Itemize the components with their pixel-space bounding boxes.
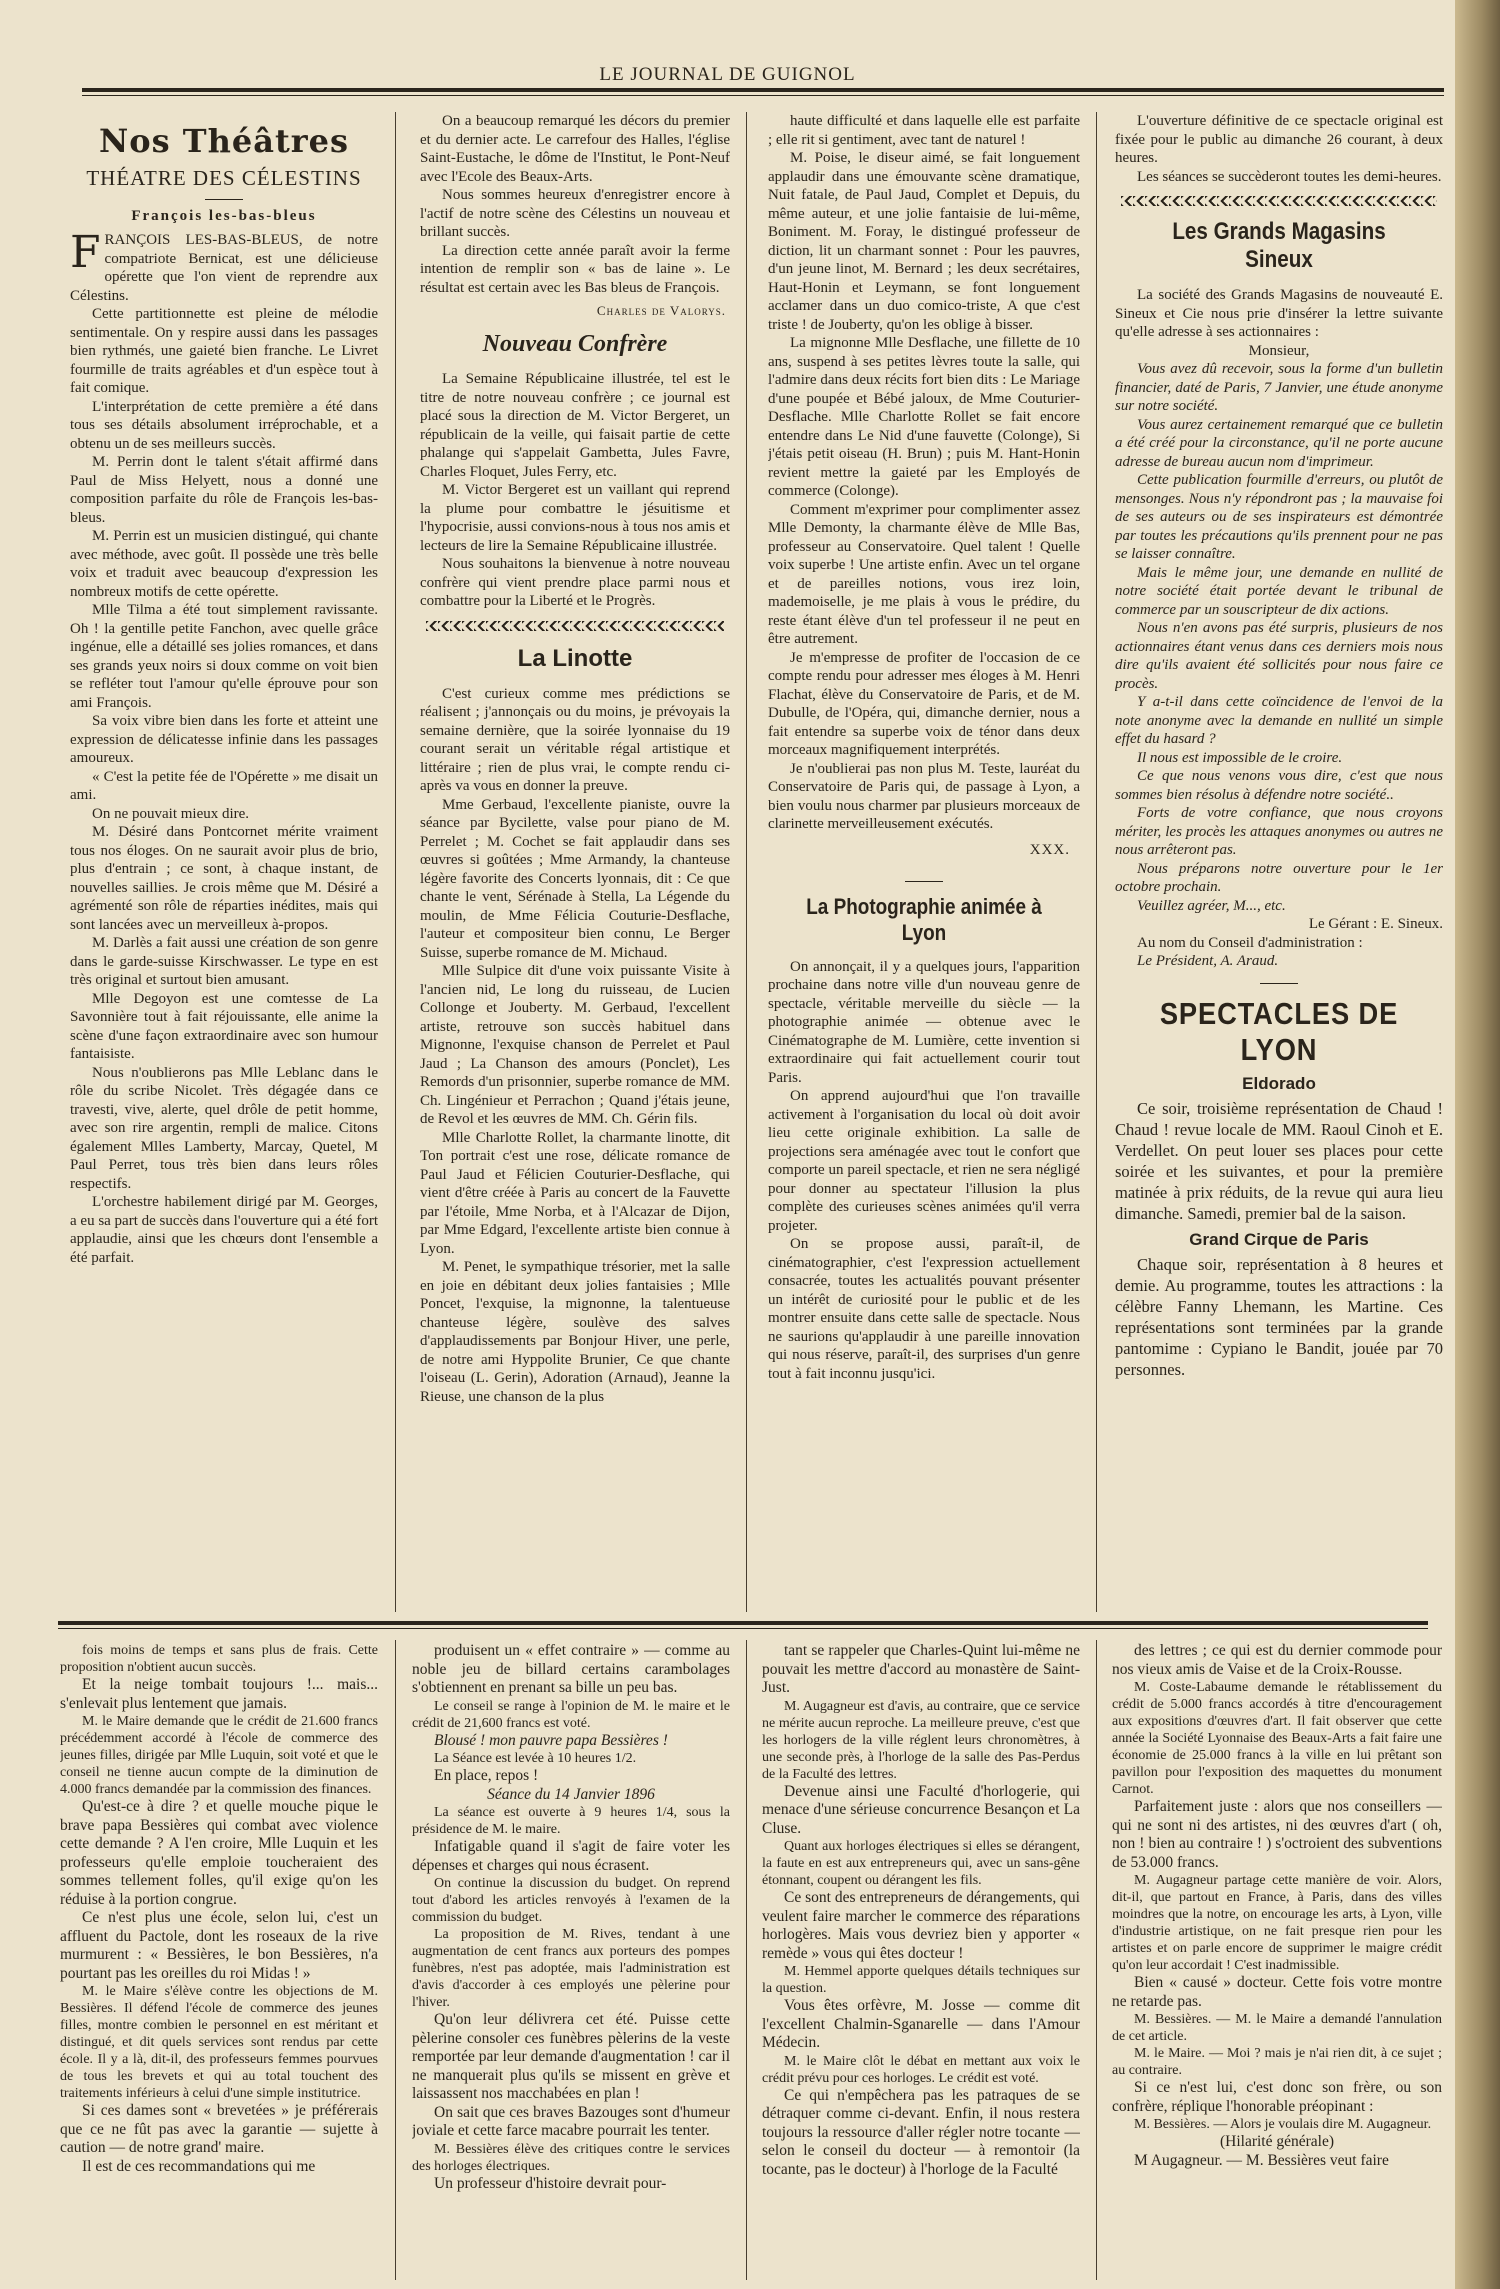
signature: Charles de Valorys. — [596, 303, 726, 318]
letter-paragraph: Mais le même jour, une demande en nullité de notre société était portée devant le tribunal de commerce par un souscripteur de dix actions. — [1115, 564, 1443, 618]
header-rule-thick — [82, 88, 1444, 92]
session-heading: Séance du 14 Janvier 1896 — [487, 1785, 655, 1803]
article-paragraph: Mlle Charlotte Rollet, la charmante linotte, dit Ton portrait c'est une rose, délicate romance de Paul Jaud et Félicien Couturier-Desflache, qui vient d'être créée à Paris au concert de la Fauvette par l'étoile, Mme Norba, et à l'Alcazar de Dijon, par Mme Edgard, l'excellente artiste bien connue à Lyon. — [420, 1129, 730, 1257]
article-paragraph: L'ouverture définitive de ce spectacle original est fixée pour le public au dimanche 26 courant, à deux heures. — [1115, 113, 1443, 166]
play-title: François les-bas-bleus — [131, 208, 317, 224]
report-paragraph: Devenue ainsi une Faculté d'horlogerie, qui menace d'une sérieuse concurrence Besançon et La Cluse. — [762, 1782, 1080, 1837]
article-paragraph: M. Poise, le diseur aimé, se fait longuement applaudir dans une émouvante scène dramatique, Nuit fatale, de Paul Jaud, Complet et Depuis, du même auteur, et une jolie fantaisie de lui-même, Boniment. M. Foray, le distingué professeur de diction, lit un charmant sonnet : Pour les pauvres, d'un jeune linot, M. Bernard ; les deux secrétaires, Haut-Honin et Leymann, se font longuement acclamer dans un duo comico-triste, A que c'est triste ! de Jouberty, qu'on les oblige à bisser. — [768, 150, 1080, 333]
drop-cap: F — [70, 227, 101, 278]
letter-paragraph: Nous préparons notre ouverture pour le 1er octobre prochain. — [1115, 860, 1443, 895]
article-paragraph: L'interprétation de cette première a été dans tous ses détails absolument irréprochable, et a obtenu un de ses meilleurs succès. — [70, 398, 378, 452]
report-paragraph: Ce sont des entrepreneurs de dérangements, qui veulent faire marcher le commerce des réparations horlogères. Mais vous devriez bien y apporter « remède » vous qui êtes docteur ! — [762, 1889, 1080, 1962]
article-paragraph: L'orchestre habilement dirigé par M. Georges, a eu sa part de succès dans l'ouverture qui a été fort applaudie, ainsi que les chœurs dont l'ensemble a été parfait. — [70, 1194, 378, 1266]
report-paragraph: Ce n'est plus une école, selon lui, c'est un affluent du Pactole, dont les roseaux de la rive murmurent : « Bessières, le bon Bessières, n'a pourtant pas les oreilles du roi Midas ! » — [60, 1909, 378, 1982]
letter-paragraph: Cette publication fourmille d'erreurs, ou plutôt de mensonges. Nous n'y répondront pas ; la mauvaise foi de ses auteurs ou de ses inspirateurs est démontrée par toutes les précautions qu'ils prennent pour ne pas se laisser connaître. — [1115, 472, 1443, 562]
report-paragraph: Bien « causé » docteur. Cette fois votre montre ne retarde pas. — [1112, 1974, 1442, 2010]
article-paragraph: haute difficulté et dans laquelle elle est parfaite ; elle rit si gentiment, avec tant de naturel ! — [768, 113, 1080, 148]
article-paragraph: On annonçait, il y a quelques jours, l'apparition prochaine dans notre ville d'un nouveau genre de spectacle, véritable merveille du siècle — la photographie animée — obtenue avec le Cinématographe de M. Lumière, cette invention si extraordinaire qui fait actuellement courir tout Paris. — [768, 958, 1080, 1086]
article-paragraph: Cette partitionnette est pleine de mélodie sentimentale. On y respire aussi dans les passages bien rythmés, une gaieté bien franche. Le Livret fourmille de traits agréables et d'un espèce tout à fait comique. — [70, 306, 378, 396]
article-paragraph: C'est curieux comme mes prédictions se réalisent ; j'annonçais ou du moins, je prévoyais la semaine dernière, que la soirée lyonnaise du 19 courant serait un véritable régal artistique et littéraire ; rien de plus vrai, le compte rendu ci-après va vous en donner la preuve. — [420, 685, 730, 794]
column-1 — [70, 108, 378, 1613]
article-paragraph: Mme Gerbaud, l'excellente pianiste, ouvre la séance par Bycilette, valse pour piano de M. Perrelet ; M. Cochet se fait applaudir dans ses œuvres si goûtées ; Mme Armandy, la chanteuse légère favorite des Concerts lyonnais, dit : Ce que chante le vent, Sérénade à Stella, La Légende du moulin, de Mme Félicia Couturie-Desflache, l'auteur et compositeur bien connu, Le Berger Suisse, superbe romance de M. Michaud. — [420, 796, 730, 961]
report-paragraph: Quant aux horloges électriques si elles se dérangent, la faute en est aux entrepreneurs qui, avec un sans-gêne étonnant, coupent ou dérangent les fils. — [762, 1839, 1080, 1888]
confrere-title: Nouveau Confrère — [482, 331, 668, 357]
article-paragraph: Comment m'exprimer pour complimenter assez Mlle Demonty, la charmante élève de Mlle Bas, professeur au Conservatoire. Quel talent ! Quelle voix superbe ! Une artiste enfin. Avec un tel organe et de pareilles notions, vous irez loin, mademoiselle, je me plais à vous le prédire, du reste étant élève d'un tel professeur il ne peut en être autrement. — [768, 501, 1080, 647]
report-paragraph: M. le Maire demande que le crédit de 21.600 francs précédemment accordé à l'école de commerce des jeunes filles, dirigée par Mlle Luquin, soit voté et que le conseil ne tienne aucun compte de la diminution de 4.000 francs demandée par la commission des finances. — [60, 1714, 378, 1797]
letter-paragraph: Vous aurez certainement remarqué que ce bulletin a été créé pour la circonstance, qu'il ne porte aucune adresse de bureau aucun nom d'imprimeur. — [1115, 416, 1443, 470]
report-paragraph: M Augagneur. — M. Bessières veut faire — [1134, 2151, 1389, 2169]
report-paragraph: Si ce n'est lui, c'est donc son frère, ou son confrère, réplique l'honorable préopinant : — [1112, 2079, 1442, 2115]
report-paragraph: M. le Maire s'élève contre les objections de M. Bessières. Il défend l'école de commerce des jeunes filles, montre combien le personnel en est méritant et distingué, et dit quels services sont rendus par cette école. Il y a là, dit-il, des professeurs femmes pourvues de tous les brevets et qui au total touchent des traitements inférieurs à celui d'une simple institutrice. — [60, 1984, 378, 2101]
article-paragraph: M. Perrin dont le talent s'était affirmé dans Paul de Miss Helyett, nous a donné une composition parfaite du rôle de François les-bas-bleus. — [70, 454, 378, 526]
report-paragraph: On sait que ces braves Bazouges sont d'humeur joviale et cette farce macabre pourrait les tenter. — [412, 2103, 730, 2139]
report-paragraph: Et la neige tombait toujours !... mais... s'enlevait plus lentement que jamais. — [60, 1676, 378, 1712]
article-paragraph: « C'est la petite fée de l'Opérette » me disait un ami. — [70, 768, 378, 803]
letter-president: Le Président, A. Araud. — [1137, 953, 1279, 969]
report-paragraph: M. Bessières. — Alors je voulais dire M. Augagneur. — [1134, 2117, 1432, 2132]
divider — [905, 881, 943, 882]
report-paragraph: M. le Maire. — Moi ? mais je n'ai rien dit, à ce sujet ; au contraire. — [1112, 2046, 1442, 2078]
venue-text: Ce soir, troisième représentation de Chaud ! Chaud ! revue locale de MM. Raoul Cinoh et E. Verdellet. On peut louer ses places pour cette soirée et les suivantes, et pour la première matinée à prix réduits, de la revue qui aura lieu dimanche. Samedi, premier bal de la saison. — [1115, 1098, 1443, 1223]
section-rule-thin — [58, 1628, 1428, 1629]
venue-eldorado: Eldorado — [1242, 1073, 1316, 1093]
column-4 — [1115, 112, 1443, 1612]
article-paragraph: Mlle Degoyon est une comtesse de La Savonnière tout à fait réjouissante, elle anime la scène d'une façon extraordinaire avec son humour fantaisiste. — [70, 990, 378, 1062]
letter-gerant: Le Gérant : E. Sineux. — [1308, 916, 1443, 932]
article-paragraph: Mlle Tilma a été tout simplement ravissante. Oh ! la gentille petite Fanchon, avec quelle grâce ingénue, elle a détaillé ses jolies romances, et dans ses grands yeux noirs si doux comme on voit bien se refléter tout l'amour qu'elle éprouve pour son ami François. — [70, 602, 378, 711]
header-rule-thin — [82, 95, 1444, 96]
column-rule — [395, 1640, 396, 2280]
divider — [205, 199, 243, 200]
report-paragraph: Le conseil se range à l'opinion de M. le maire et le crédit de 21,600 francs est voté. — [412, 1698, 730, 1731]
column-rule — [746, 1640, 747, 2280]
book-spine — [1455, 0, 1500, 2289]
report-paragraph: La proposition de M. Rives, tendant à une augmentation de cent francs aux porteurs des pompes funèbres, n'est pas adoptée, mais l'administration est d'avis d'accorder à ces employés une pèlerine pour l'hiver. — [412, 1927, 730, 2010]
report-paragraph: Parfaitement juste : alors que nos conseillers — qui ne sont ni des artistes, ni des œuvres d'art ( oh, non ! bien au contraire ! ) s'octroient des subventions de 53.000 francs. — [1112, 1798, 1442, 1871]
article-paragraph: On apprend aujourd'hui que l'on travaille activement à l'organisation du local où doit avoir lieu cette originale exhibition. La salle de projections sera aménagée avec tout le confort que comporte un pareil spectacle, et rien ne sera négligé pour donner au spectateur l'illusion la plus complète des curieuses scènes animées qu'il verra projeter. — [768, 1088, 1080, 1234]
report-paragraph: des lettres ; ce qui est du dernier commode pour nos vieux amis de Vaise et de la Croix-Rousse. — [1112, 1642, 1442, 1678]
column-rule — [746, 112, 747, 1612]
linotte-title: La Linotte — [517, 644, 633, 672]
report-paragraph: M. Bessières. — M. le Maire a demandé l'annulation de cet article. — [1112, 2012, 1442, 2044]
report-paragraph: On continue la discussion du budget. On reprend tout d'abord les articles renvoyés à l'examen de la commission du budget. — [412, 1876, 730, 1925]
theatre-title: THÉATRE DES CÉLESTINS — [86, 166, 362, 190]
article-paragraph: Nous souhaitons la bienvenue à notre nouveau confrère qui vient prendre place parmi nous et combattre pour la Liberté et le Progrès. — [420, 556, 730, 609]
report-paragraph: (Hilarité générale) — [1219, 2133, 1335, 2150]
letter-paragraph: Vous avez dû recevoir, sous la forme d'un bulletin financier, daté de Paris, 7 Janvier, une étude anonyme sur notre société. — [1115, 361, 1443, 414]
article-paragraph: On se propose aussi, paraît-il, de cinématographier, c'est l'expression actuellement consacrée, toutes les actualités pouvant présenter un intérêt de curiosité pour le public et de les montrer ensuite dans cette salle de spectacle. Nous ne saurions qu'applaudir à une pareille innovation qui nous réserve, paraît-il, des surprises d'un genre tout à fait inconnu jusqu'ici. — [768, 1236, 1080, 1382]
photo-title: La Photographie animée à Lyon — [806, 893, 1042, 945]
section-title: Nos Théâtres — [99, 122, 349, 160]
article-paragraph: On a beaucoup remarqué les décors du premier et du dernier acte. Le carrefour des Halles, l'église Saint-Eustache, le dôme de l'Institut, le Pont-Neuf avec l'Ecole des Beaux-Arts. — [420, 113, 730, 185]
report-paragraph: Vous êtes orfèvre, M. Josse — comme dit l'excellent Chalmin-Sganarelle — dans l'Amour Médecin. — [762, 1997, 1080, 2051]
report-paragraph: Qu'on leur délivrera cet été. Puisse cette pèlerine consoler ces funèbres pèlerins de la veste remportée par leur demande d'augmentation ! car il ne manquerait plus qu'ils se missent en grève et laissassent nos macchabées en plan ! — [412, 2011, 730, 2102]
signature: XXX. — [1029, 841, 1070, 858]
article-paragraph: La société des Grands Magasins de nouveauté E. Sineux et Cie nous prie d'insérer la lettre suivante qu'elle adresse à ses actionnaires : — [1115, 287, 1443, 340]
journal-header: LE JOURNAL DE GUIGNOL — [599, 64, 856, 85]
article-paragraph: M. Désiré dans Pontcornet mérite vraiment tous nos éloges. On ne saurait avoir plus de brio, plus d'entrain ; ce sont, à chaque instant, de nouvelles saillies. Je crois même que M. Désiré a agrémenté son rôle de réparties inédites, mais qui sont lancées avec un merveilleux à-propos. — [70, 824, 378, 933]
article-paragraph: Nous sommes heureux d'enregistrer encore à l'actif de notre scène des Célestins un nouveau et brillant succès. — [420, 187, 730, 240]
article-paragraph: Sa voix vibre bien dans les forte et atteint une expression de délicatesse infinie dans les passages amoureux. — [70, 713, 378, 766]
letter-paragraph: Y a-t-il dans cette coïncidence de l'envoi de la note anonyme avec la demande en nullité un simple effet du hasard ? — [1115, 694, 1443, 747]
article-paragraph: M. Penet, le sympathique trésorier, met la salle en joie en débitant deux jolies fantaisies ; Mlle Poncet, l'exquise, la mignonne, la talentueuse chanteuse légère, soulève des salves d'applaudissements par Bonjour Hiver, une perle, de notre ami Hyppolite Brunier, Ce que chante l'oiseau (L. Gerin), Adoration (Arnaud), Jeanne la Rieuse, une chanson de la plus — [420, 1259, 730, 1405]
report-paragraph: La séance est ouverte à 9 heures 1/4, sous la présidence de M. le maire. — [412, 1805, 730, 1837]
letter-paragraph: Veuillez agréer, M..., etc. — [1137, 897, 1286, 914]
report-paragraph: produisent un « effet contraire » — comme au noble jeu de billard certains carambolages s'obtiennent en prenant sa bille un peu bas. — [412, 1642, 730, 1696]
report-paragraph: Il est de ces recommandations qui me — [82, 2157, 316, 2175]
report-paragraph: Ce qui n'empêchera pas les patraques de se détraquer comme ci-devant. Enfin, il nous restera toujours la ressource d'aller régler notre tocante — selon le conseil du docteur — à remontoir (la tocante, pas le docteur) à l'horloge de la Faculté — [762, 2086, 1080, 2178]
lower-column-2 — [412, 1642, 730, 2282]
article-paragraph: M. Perrin est un musicien distingué, qui chante avec méthode, avec goût. Il possède une très belle voix et traduit avec beaucoup d'expression les nombreux motifs de cette opérette. — [70, 528, 378, 600]
column-rule — [1096, 1640, 1097, 2280]
article-paragraph: Je m'empresse de profiter de l'occasion de ce compte rendu pour adresser mes éloges à M. Henri Flachat, élève du Conservatoire de Paris, et de M. Dubulle, de l'Opéra, qui, dimanche dernier, nous a fait entendre sa superbe voix de ténor dans deux morceaux magnifiquement interprétés. — [768, 649, 1080, 758]
article-paragraph: Les séances se succèderont toutes les demi-heures. — [1137, 168, 1442, 185]
lower-column-4 — [1112, 1642, 1442, 2282]
report-paragraph: tant se rappeler que Charles-Quint lui-même ne pouvait les mettre d'accord au monastère de Saint-Just. — [762, 1642, 1080, 1696]
letter-conseil: Au nom du Conseil d'administration : — [1137, 934, 1363, 951]
divider — [1260, 983, 1298, 984]
article-paragraph: La direction cette année paraît avoir la ferme intention de remplir son « bas de laine ». Le résultat est certain avec les Bas bleus de François. — [420, 242, 730, 296]
lower-column-3 — [762, 1642, 1080, 2282]
report-paragraph: M. Coste-Labaume demande le rétablissement du crédit de 5.000 francs accordés à titre d'encouragement aux expositions d'œuvres d'art. Il fait observer que cette année la Société Lyonnaise des Beaux-Arts a fait faire une économie de 25.000 francs à la ville en lui prêtant son pavillon pour l'exposition des maquettes du monument Carnot. — [1112, 1680, 1442, 1797]
column-rule — [395, 112, 396, 1612]
letter-paragraph: Forts de votre confiance, que nous croyons mériter, les procès les attaques anonymes ou autres ne nous arrêteront pas. — [1115, 805, 1443, 858]
section-rule-thick — [58, 1621, 1428, 1625]
article-paragraph: M. Victor Bergeret est un vaillant qui reprend la plume pour combattre le jésuitisme et l'hypocrisie, aussi convions-nous à tous nos amis et lecteurs de lire la Semaine Républicaine illustrée. — [420, 482, 730, 554]
report-paragraph: Blousé ! mon pauvre papa Bessières ! — [434, 1731, 668, 1749]
report-paragraph: Un professeur d'histoire devrait pour- — [434, 2174, 667, 2192]
letter-paragraph: Nous n'en avons pas été surpris, plusieurs de nos actionnaires étant venus dans ces derniers mois nous dire qu'ils avaient été sollicités pour nous faire ce procès. — [1115, 620, 1443, 692]
article-paragraph: FRANÇOIS LES-BAS-BLEUS, de notre compatriote Bernicat, est une délicieuse opérette que l'on vient de reprendre aux Célestins. — [70, 227, 378, 304]
article-paragraph: On ne pouvait mieux dire. — [92, 805, 250, 822]
venue-text: Chaque soir, représentation à 8 heures et demie. Au programme, toutes les attractions : la célèbre Fanny Lhemann, les Martine. Ces représentations sont terminées par la grande pantomime : Cypiano le Bandit, jouée par 70 personnes. — [1115, 1254, 1443, 1379]
article-paragraph: Mlle Sulpice dit d'une voix puissante Visite à l'ancien nid, Le long du ruisseau, de Lucien Collonge et Jouberty. M. Gerbaud, l'excellent artiste, retrouve son succès habituel dans Mignonne, l'exquise chanson de Perrelet et Paul Jaud ; La Chanson des amours (Ponclet), Les Remords d'un prisonnier, superbe romance de MM. Ch. Lingénieur et Perrachon ; Quand j'étais jeune, de Revol et les œuvres de MM. Ch. Gérin fils. — [420, 963, 730, 1127]
spectacles-title: SPECTACLES DE LYON — [1159, 995, 1399, 1067]
article-paragraph: Nous n'oublierons pas Mlle Leblanc dans le rôle du scribe Nicolet. Très dégagée dans ce travesti, vive, alerte, quel drôle de petit homme, avec son rire argentin, rempli de malice. Citons également Mlles Lamberty, Marcay, Quetel, M Paul Perret, tous très bien dans leurs rôles respectifs. — [70, 1064, 378, 1192]
letter-paragraph: Ce que nous venons vous dire, c'est que nous sommes bien résolus à défendre notre société.. — [1115, 768, 1443, 803]
venue-cirque: Grand Cirque de Paris — [1189, 1229, 1369, 1249]
letter-salutation: Monsieur, — [1248, 342, 1310, 359]
report-paragraph: En place, repos ! — [434, 1767, 539, 1784]
report-paragraph: La Séance est levée à 10 heures 1/2. — [434, 1751, 637, 1766]
wavy-divider — [426, 621, 724, 631]
lower-column-1 — [60, 1642, 378, 2282]
wavy-divider — [1121, 196, 1437, 206]
column-rule — [1096, 112, 1097, 1612]
report-paragraph: Si ces dames sont « brevetées » je préférerais que ce ne fût pas avec la garantie — sujette à caution — de notre grand' maire. — [60, 2102, 378, 2156]
report-paragraph: M. Bessières élève des critiques contre le services des horloges électriques. — [412, 2141, 730, 2174]
column-3 — [768, 112, 1080, 1612]
article-paragraph: M. Darlès a fait aussi une création de son genre dans le garde-suisse Kirschwasser. Le type en est très original et surtout bien amusant. — [70, 935, 378, 988]
article-paragraph: La mignonne Mlle Desflache, une fillette de 10 ans, suspend à ses petites lèvres toute la salle, qui l'admire dans deux récits fort bien dits : Le Mariage d'une poupée et Bébé jaloux, de Mme Couturier-Desflache. Mlle Charlotte Rollet se fait encore entendre dans Le Nid d'une fauvette (Colonge), Si j'étais petit oiseau (H. Brun) ; puis M. Hant-Honin revient mettre la gaieté par les Employés de commerce (Colonge). — [768, 335, 1080, 499]
article-paragraph: La Semaine Républicaine illustrée, tel est le titre de notre nouveau confrère ; ce journal est placé sous la direction de M. Victor Bergeret, un républicain de la veille, qui faisait partie de cette phalange qui s'appelait Gambetta, Jules Favre, Charles Floquet, Jules Ferry, etc. — [420, 371, 730, 480]
column-2 — [420, 112, 730, 1612]
report-paragraph: Qu'est-ce à dire ? et quelle mouche pique le brave papa Bessières qui combat avec violence cette demande ? A l'en croire, Mlle Luquin et les professeurs qu'elle emploie toucheraient des sommes tellement folles, qu'il exige qu'on les réduise à la portion congrue. — [60, 1798, 378, 1908]
report-paragraph: M. Hemmel apporte quelques détails techniques sur la question. — [762, 1964, 1080, 1996]
report-paragraph: fois moins de temps et sans plus de frais. Cette proposition n'obtient aucun succès. — [60, 1643, 378, 1675]
magasins-title: Les Grands Magasins Sineux — [1172, 218, 1386, 273]
report-paragraph: M. le Maire clôt le débat en mettant aux voix le crédit prévu pour ces horloges. Le crédit est voté. — [762, 2053, 1080, 2086]
report-paragraph: M. Augagneur partage cette manière de voir. Alors, dit-il, que partout en France, à Paris, dans des villes moindres que la notre, on encourage les arts, à Lyon, ville d'industrie artistique, on ne fait presque rien pour les artistes et on parle encore de supprimer le maigre crédit qu'on leur accordait ! C'est inadmissible. — [1112, 1873, 1442, 1973]
report-paragraph: M. Augagneur est d'avis, au contraire, que ce service ne mérite aucun reproche. La meilleure preuve, c'est que les horlogers de la ville réglent leurs chronomètres, à une seconde près, à l'horloge de la salle des Pas-Perdus de la Faculté des lettres. — [762, 1698, 1080, 1782]
letter-paragraph: Il nous est impossible de le croire. — [1137, 749, 1343, 766]
report-paragraph: Infatigable quand il s'agit de faire voter les dépenses et charges qui nous écrasent. — [412, 1838, 730, 1874]
article-paragraph: Je n'oublierai pas non plus M. Teste, lauréat du Conservatoire de Paris qui, de passage à Lyon, a bien voulu nous charmer par plusieurs morceaux de clarinette merveilleusement exécutés. — [768, 760, 1080, 832]
